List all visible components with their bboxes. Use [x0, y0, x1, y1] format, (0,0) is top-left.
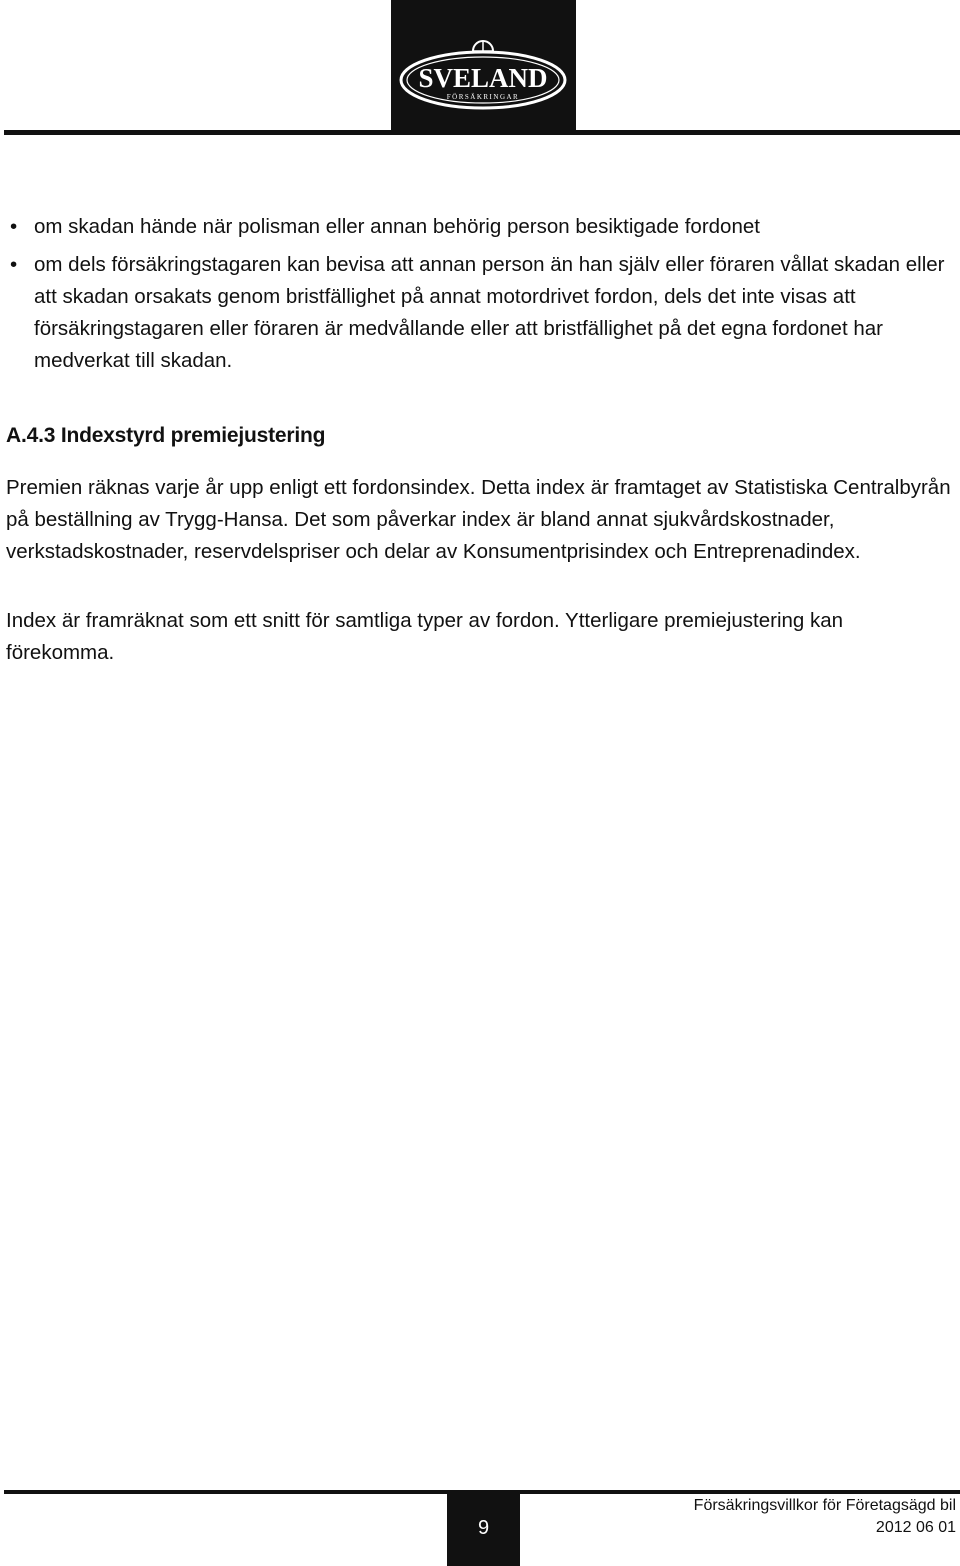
- logo-subtext: FÖRSÄKRINGAR: [446, 93, 520, 101]
- bullet-item: [0, 211, 960, 243]
- bullet-list: [0, 211, 960, 383]
- section-paragraph: Premien räknas varje år upp enligt ett fordonsindex. Detta index är framtaget av Statistiska Centralbyrån på beställning av Trygg-Hansa. Det som påverkar index är bland annat sjukvårdskostnader, verkstadskostnader, reservdelspriser och delar av Konsumentprisindex och Entreprenadindex.: [6, 476, 951, 563]
- footer-date: 2012 06 01: [875, 1519, 956, 1536]
- section-paragraph: Index är framräknat som ett snitt för samtliga typer av fordon. Ytterligare premiejustering kan förekomma.: [6, 609, 844, 664]
- section-heading: A.4.3 Indexstyrd premiejustering: [6, 424, 326, 447]
- bullet-icon: •: [10, 253, 18, 276]
- bullet-text: om dels försäkringstagaren kan bevisa att annan person än han själv eller föraren vållat skadan eller att skadan orsakats genom bristfällighet på annat motordrivet fordon, dels det inte visas att försäkringstagaren eller föraren är medvållande eller att bristfällighet på det egna fordonet har medverkat till skadan.: [34, 253, 945, 372]
- bullet-text: om skadan hände när polisman eller annan behörig person besiktigade fordonet: [34, 215, 760, 238]
- footer-document-title: Försäkringsvillkor för Företagsägd bil: [693, 1497, 956, 1514]
- logo-text: SVELAND: [418, 63, 548, 93]
- bullet-icon: •: [10, 215, 18, 238]
- logo: [391, 0, 576, 134]
- bullet-item: [0, 249, 960, 377]
- page-number: 9: [447, 1490, 520, 1566]
- sveland-logo-icon: [391, 0, 576, 134]
